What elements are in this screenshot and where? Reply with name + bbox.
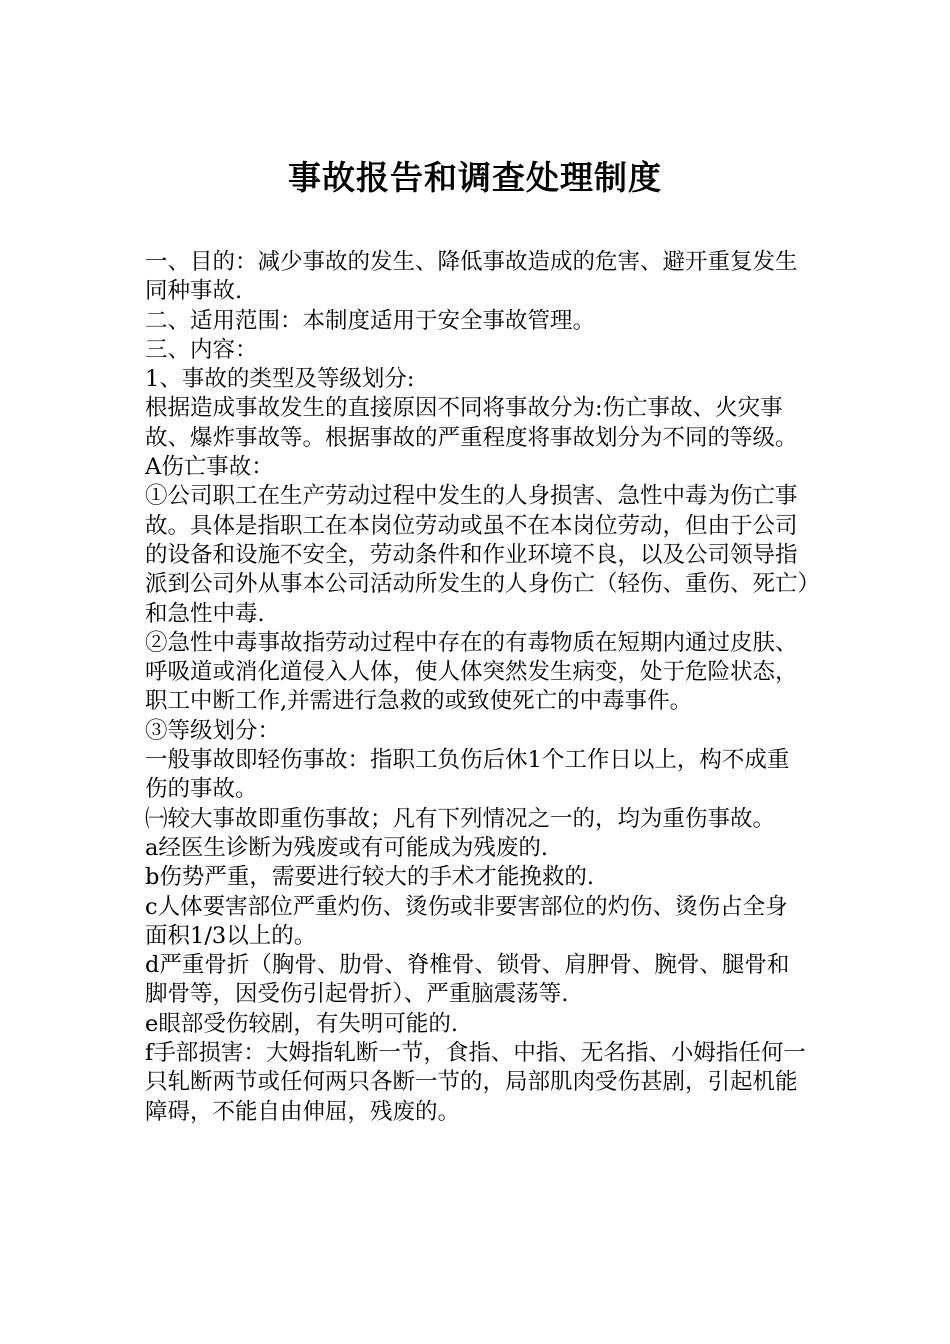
paragraph-item-a: a经医生诊断为残废或有可能成为残废的. [145,834,549,861]
paragraph-content-heading: 三、内容： [145,336,258,363]
document-title: 事故报告和调查处理制度 [288,158,662,197]
document-body [145,248,810,1127]
paragraph-item-f: f手部损害：大姆指轧断一节，食指、中指、无名指、小姆指任何一只轧断两节或任何两只各断一节的，局部肌肉受伤甚剧，引起机能障碍，不能自由伸屈，残废的。 [145,1040,806,1125]
paragraph-grading-heading: ③等级划分： [145,717,281,744]
paragraph-scope: 二、适用范围：本制度适用于安全事故管理。 [145,307,596,334]
paragraph-poisoning-definition: ②急性中毒事故指劳动过程中存在的有毒物质在短期内通过皮肤、呼吸道或消化道侵入人体，使人体突然发生病变，处于危险状态，职工中断工作,并需进行急救的或致使死亡的中毒事件。 [145,629,798,715]
paragraph-item-b: b伤势严重，需要进行较大的手术才能挽救的. [145,864,595,891]
paragraph-item-d: d严重骨折（胸骨、肋骨、脊椎骨、锁骨、肩胛骨、腕骨、腿骨和脚骨等，因受伤引起骨折）、严重脑震荡等. [145,952,790,1008]
paragraph-major-accident: ㈠较大事故即重伤事故；凡有下列情况之一的，均为重伤事故。 [145,805,776,832]
paragraph-minor-accident: 一般事故即轻伤事故：指职工负伤后休1个工作日以上，构不成重伤的事故。 [145,747,790,803]
paragraph-casualty-heading: A伤亡事故： [145,454,274,481]
paragraph-item-e: e眼部受伤较剧，有失明可能的. [145,1010,458,1037]
paragraph-accident-types: 根据造成事故发生的直接原因不同将事故分为:伤亡事故、火灾事故、爆炸事故等。根据事故的严重程度将事故划分为不同的等级。 [145,395,798,451]
paragraph-item-c: c人体要害部位严重灼伤、烫伤或非要害部位的灼伤、烫伤占全身面积1/3以上的。 [145,893,788,949]
paragraph-casualty-definition: ①公司职工在生产劳动过程中发生的人身损害、急性中毒为伤亡事故。具体是指职工在本岗位劳动或虽不在本岗位劳动，但由于公司的设备和设施不安全，劳动条件和作业环境不良，以及公司领导指派到公司外从事本公司活动所发生的人身伤亡（轻伤、重伤、死亡）和急性中毒. [145,483,809,627]
paragraph-accident-types-heading: 1、事故的类型及等级划分: [145,366,415,393]
paragraph-purpose: 一、目的：减少事故的发生、降低事故造成的危害、避开重复发生同种事故. [145,249,798,305]
